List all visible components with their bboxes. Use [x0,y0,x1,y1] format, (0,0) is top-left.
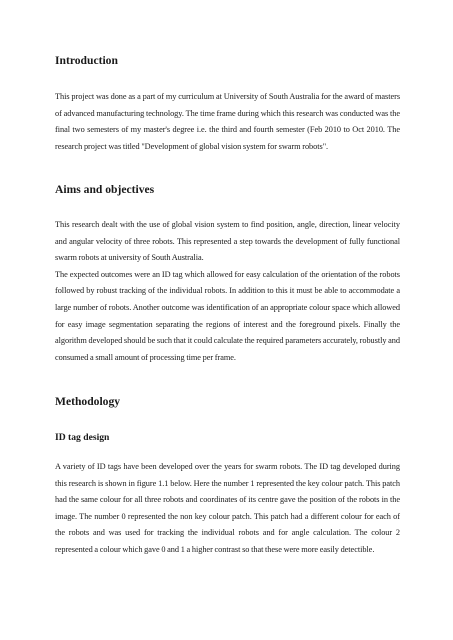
introduction-body [55,89,400,155]
introduction-paragraph: This project was done as a part of my curriculum at University of South Australia for the award of masters of advanced manufacturing technology. The time frame during which this research was conducted was the final two semesters of my master's degree i.e. the third and fourth semester (Feb 2010 to Oct 2010. The research project was titled "Development of global vision system for swarm robots". [55,92,400,151]
methodology-section [55,395,400,409]
aims-body [55,217,400,366]
aims-paragraph-1: This research dealt with the use of global vision system to find position, angle, direction, linear velocity and angular velocity of three robots. This represented a step towards the development of fully functional swarm robots at university of South Australia. [55,220,400,263]
methodology-body [55,459,400,559]
methodology-heading: Methodology [55,395,121,408]
aims-paragraph-2: The expected outcomes were an ID tag which allowed for easy calculation of the orientation of the robots followed by robust tracking of the individual robots. In addition to this it must be able to accommodate a large number of robots. Another outcome was identification of an appropriate colour space which allowed for easy image segmentation separating the regions of interest and the foreground pixels. Finally the algorithm developed should be such that it could calculate the required parameters accurately, robustly and consumed a small amount of processing time per frame. [55,269,400,362]
id-tag-design-section [55,432,400,444]
introduction-section [55,54,400,68]
aims-heading: Aims and objectives [55,183,155,196]
methodology-paragraph: A variety of ID tags have been developed over the years for swarm robots. The ID tag developed during this research is shown in figure 1.1 below. Here the number 1 represented the key colour patch. This patch had the same colour for all three robots and coordinates of its centre gave the position of the robots in the image. The number 0 represented the non key colour patch. This patch had a different colour for each of the robots and was used for tracking the individual robots and for angle calculation. The colour 2 represented a colour which gave 0 and 1 a higher contrast so that these were more easily detectible. [55,462,400,554]
id-tag-design-subheading: ID tag design [55,432,110,443]
aims-section [55,183,400,197]
introduction-heading: Introduction [55,54,118,67]
